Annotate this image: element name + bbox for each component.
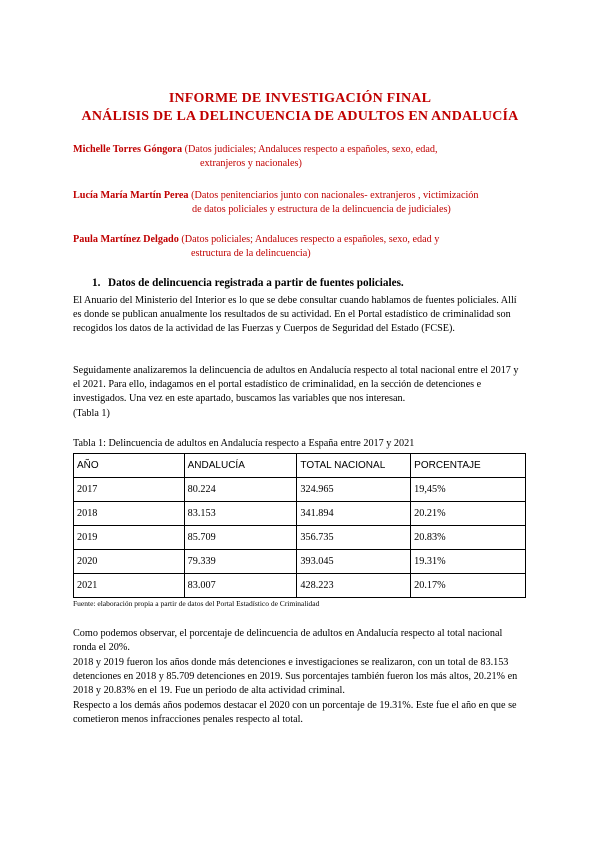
document-title-line-2: ANÁLISIS DE LA DELINCUENCIA DE ADULTOS EN ANDALUCÍA (81, 109, 519, 124)
table-caption: Tabla 1: Delincuencia de adultos en Andalucía respecto a España entre 2017 y 2021 (73, 438, 415, 449)
cell-andalucia: 83.007 (184, 574, 297, 598)
cell-year: 2019 (74, 526, 185, 550)
column-header-year: AÑO (74, 454, 185, 478)
table-row (74, 550, 526, 574)
cell-year: 2021 (74, 574, 185, 598)
method-text: Seguidamente analizaremos la delincuencia de adultos en Andalucía respecto al total nacional entre el 2017 y el 2021. Para ello, indagamos en el portal estadístico de criminalidad, en la sección de detenciones e investigados. Una vez en este apartado, buscamos las variables que nos interesan. (73, 365, 519, 405)
table-row (74, 574, 526, 598)
cell-andalucia: 83.153 (184, 502, 297, 526)
cell-total-nacional: 324.965 (297, 478, 411, 502)
cell-year: 2020 (74, 550, 185, 574)
cell-total-nacional: 428.223 (297, 574, 411, 598)
method-paragraph (73, 364, 527, 421)
table-row (74, 478, 526, 502)
cell-total-nacional: 356.735 (297, 526, 411, 550)
cell-percentage: 20.83% (411, 526, 526, 550)
column-header-percentage: PORCENTAJE (411, 454, 526, 478)
cell-percentage: 19,45% (411, 478, 526, 502)
cell-andalucia: 85.709 (184, 526, 297, 550)
column-header-total-nacional: TOTAL NACIONAL (297, 454, 411, 478)
author-name: Lucía María Martín Perea (73, 190, 189, 201)
data-table (73, 453, 526, 598)
table-source-note: Fuente: elaboración propia a partir de datos del Portal Estadístico de Criminalidad (73, 599, 320, 608)
column-header-andalucia: ANDALUCÍA (184, 454, 297, 478)
cell-total-nacional: 341.894 (297, 502, 411, 526)
cell-andalucia: 80.224 (184, 478, 297, 502)
author-name: Michelle Torres Góngora (73, 144, 183, 155)
table-row (74, 502, 526, 526)
table-header-row (74, 454, 526, 478)
conclusion-paragraph: Respecto a los demás años podemos destacar el 2020 con un porcentaje de 19.31%. Este fue el año en que se cometieron menos infracciones penales respecto al total. (73, 700, 517, 726)
author-entry (73, 233, 439, 261)
author-detail-continued: de datos policiales y estructura de la delincuencia de judiciales) (192, 204, 451, 215)
intro-paragraph: El Anuario del Ministerio del Interior es lo que se debe consultar cuando hablamos de fuentes policiales. Allí es donde se publican anualmente los resultados de su actividad. En el Portal estadístico de criminalidad son recogidos los datos de la actividad de las Fuerzas y Cuerpos de Seguridad del Estado (FCSE). (73, 295, 517, 335)
table-row (74, 526, 526, 550)
author-detail-continued: extranjeros y nacionales) (200, 158, 302, 169)
section-number: 1. (92, 277, 101, 289)
cell-year: 2017 (74, 478, 185, 502)
author-detail-continued: estructura de la delincuencia) (191, 248, 311, 259)
cell-year: 2018 (74, 502, 185, 526)
table-reference: (Tabla 1) (73, 407, 110, 419)
conclusion-paragraph: 2018 y 2019 fueron los años donde más detenciones e investigaciones se realizaron, con un total de 83.153 detenciones en 2018 y 85.709 detenciones en 2019. Sus porcentajes también fueron los más altos, 20.21% en 2018 y 20.83% en el 19. Fue un periodo de alta actividad criminal. (73, 657, 518, 697)
cell-total-nacional: 393.045 (297, 550, 411, 574)
author-entry (73, 189, 479, 217)
author-detail: (Datos policiales; Andaluces respecto a españoles, sexo, edad y (178, 234, 440, 245)
cell-andalucia: 79.339 (184, 550, 297, 574)
cell-percentage: 19.31% (411, 550, 526, 574)
author-detail: (Datos penitenciarios junto con nacionales- extranjeros , victimización (188, 190, 479, 201)
author-entry (73, 143, 438, 171)
conclusion-paragraph: Como podemos observar, el porcentaje de delincuencia de adultos en Andalucía respecto al total nacional ronda el 20%. (73, 628, 503, 654)
author-detail: (Datos judiciales; Andaluces respecto a españoles, sexo, edad, (182, 144, 438, 155)
section-heading (92, 277, 404, 289)
author-name: Paula Martínez Delgado (73, 234, 179, 245)
section-heading-text: Datos de delincuencia registrada a partir de fuentes policiales. (108, 277, 404, 289)
cell-percentage: 20.17% (411, 574, 526, 598)
document-title-line-1: INFORME DE INVESTIGACIÓN FINAL (168, 91, 432, 106)
cell-percentage: 20.21% (411, 502, 526, 526)
